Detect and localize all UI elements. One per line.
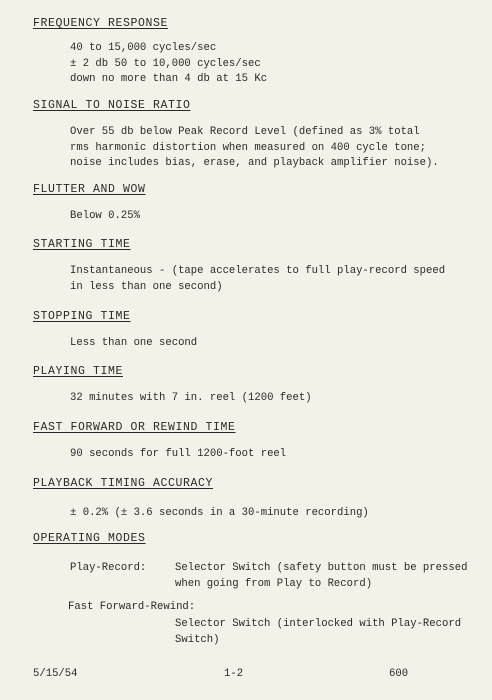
section-heading-signal-to-noise: SIGNAL TO NOISE RATIO	[33, 99, 191, 112]
section-body-playback-timing-accuracy	[70, 506, 369, 522]
body-line: Below 0.25%	[70, 210, 140, 222]
section-heading-stopping-time: STOPPING TIME	[33, 310, 131, 323]
body-line: when going from Play to Record)	[175, 577, 373, 590]
body-line: Over 55 db below Peak Record Level (defined as 3% total	[70, 126, 420, 138]
section-body-ff-rewind-time	[70, 447, 286, 463]
section-heading-starting-time: STARTING TIME	[33, 238, 131, 251]
section-heading-playing-time: PLAYING TIME	[33, 365, 124, 378]
body-line: ± 0.2% (± 3.6 seconds in a 30-minute recording)	[70, 507, 369, 519]
body-line: Selector Switch (safety button must be pressed	[175, 562, 468, 574]
mode-desc-ff-rewind	[175, 617, 461, 648]
section-heading-frequency-response: FREQUENCY RESPONSE	[33, 17, 169, 30]
section-heading-operating-modes: OPERATING MODES	[33, 532, 146, 545]
footer-date: 5/15/54	[33, 668, 78, 680]
mode-label-ff-rewind: Fast Forward-Rewind:	[68, 601, 196, 613]
body-line: ± 2 db 50 to 10,000 cycles/sec	[70, 57, 261, 70]
section-heading-flutter-and-wow: FLUTTER AND WOW	[33, 183, 146, 196]
body-line: in less than one second)	[70, 280, 223, 293]
mode-label-play-record: Play-Record:	[70, 562, 147, 574]
footer-page-number: 1-2	[224, 668, 244, 680]
section-body-frequency-response	[70, 41, 267, 88]
body-line: noise includes bias, erase, and playback amplifier noise).	[70, 157, 439, 169]
body-line: 90 seconds for full 1200-foot reel	[70, 448, 287, 460]
body-line: Switch)	[175, 633, 220, 646]
section-body-signal-to-noise	[70, 125, 439, 172]
section-body-flutter-and-wow	[70, 209, 140, 225]
section-body-starting-time	[70, 264, 445, 295]
footer-document-number: 600	[389, 668, 409, 680]
body-line: Less than one second	[70, 337, 198, 349]
section-heading-playback-timing-accuracy: PLAYBACK TIMING ACCURACY	[33, 477, 214, 490]
mode-desc-play-record	[175, 561, 467, 592]
body-line: Selector Switch (interlocked with Play-Record	[175, 618, 462, 630]
body-line: 40 to 15,000 cycles/sec	[70, 42, 217, 54]
body-line: down no more than 4 db at 15 Kc	[70, 73, 268, 85]
body-line: 32 minutes with 7 in. reel (1200 feet)	[70, 392, 312, 404]
section-body-stopping-time	[70, 336, 197, 352]
body-line: rms harmonic distortion when measured on 400 cycle tone;	[70, 141, 427, 154]
section-body-playing-time	[70, 391, 312, 407]
section-heading-ff-rewind-time: FAST FORWARD OR REWIND TIME	[33, 421, 236, 434]
body-line: Instantaneous - (tape accelerates to full play-record speed	[70, 265, 446, 277]
